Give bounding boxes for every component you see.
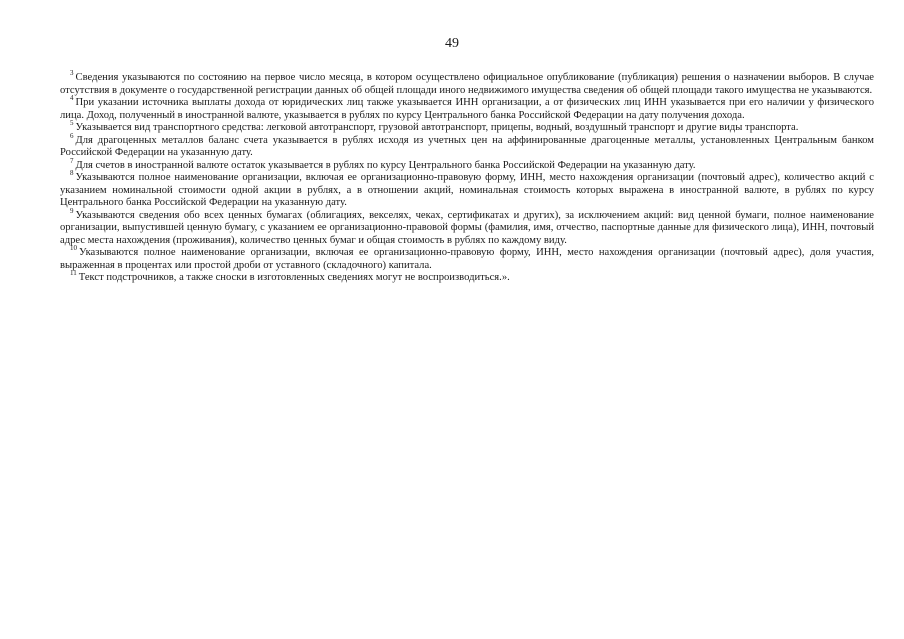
footnote-marker: 9: [70, 206, 74, 215]
footnote-marker: 7: [70, 156, 74, 165]
footnote: [60, 244, 874, 272]
footnote-text: При указании источника выплаты дохода от юридических лиц также указывается ИНН организации, а от физических лиц ИНН указывается при его наличии у физического лица. Доход, полученный в иностранной валюте, указывается в рублях по курсу Центрального банка Российской Федерации на дату получения дохода.: [60, 97, 874, 121]
footnote: [60, 119, 874, 135]
footnote-text: Указывается вид транспортного средства: легковой автотранспорт, грузовой автотранспорт, прицепы, водный, воздушный транспорт и другие виды транспорта.: [75, 122, 799, 133]
footnote-marker: 4: [70, 94, 74, 103]
footnote: [60, 269, 874, 285]
footnote-text: Сведения указываются по состоянию на первое число месяца, в котором осуществлено официальное опубликование (публикация) решения о назначении выборов. В случае отсутствия в документе о государственной регистрации данных об общей площади иного недвижимого имущества сведения об общей площади такого имущества не указываются.: [60, 72, 874, 96]
page-number: 49: [445, 36, 459, 51]
footnote: [60, 169, 874, 210]
footnote-text: Указываются полное наименование организации, включая ее организационно-правовую форму, ИНН, место нахождения организации (почтовый адрес), количество акций с указанием номинальной стоимости одной акции в рублях, а в отношении акций, номинальная стоимость которых выражена в иностранной валюте, в рублях по курсу Центрального банка Российской Федерации на указанную дату.: [60, 172, 874, 208]
footnote-marker: 8: [70, 169, 74, 178]
footnote-text: Для драгоценных металлов баланс счета указывается в рублях исходя из учетных цен на аффинированные драгоценные металлы, установленных Центральным банком Российской Федерации на указанную дату.: [60, 134, 874, 158]
footnote-marker: 11: [70, 269, 77, 278]
footnote-text: Указываются полное наименование организации, включая ее организационно-правовую форму, ИНН, место нахождения организации (почтовый адрес), доля участия, выраженная в процентах или простой дроби от уставного (складочного) капитала.: [60, 247, 874, 271]
footnotes-section: [60, 69, 874, 285]
footnote-text: Текст подстрочников, а также сноски в изготовленных сведениях могут не воспроизводиться.».: [78, 272, 510, 283]
footnote: [60, 206, 874, 248]
footnote-text: Для счетов в иностранной валюте остаток указывается в рублях по курсу Центрального банка Российской Федерации на указанную дату.: [75, 159, 696, 171]
footnote-marker: 6: [70, 131, 74, 140]
footnote: [60, 69, 874, 97]
footnote: [60, 156, 874, 173]
footnote-marker: 10: [70, 244, 77, 253]
footnote-marker: 3: [70, 69, 74, 78]
footnote-marker: 5: [70, 119, 74, 128]
footnote: [60, 131, 874, 160]
footnote: [60, 94, 874, 122]
footnote-text: Указываются сведения обо всех ценных бумагах (облигациях, векселях, чеках, сертификатах и других), за исключением акций: вид ценной бумаги, полное наименование организации, выпустившей ценную бумагу, с указанием ее организационно-правовой формы (фамилия, имя, отчество, паспортные данные для физического лица), ИНН, почтовый адрес места нахождения (проживания), количество ценных бумаг и общая стоимость в рублях по каждому виду.: [60, 209, 874, 246]
